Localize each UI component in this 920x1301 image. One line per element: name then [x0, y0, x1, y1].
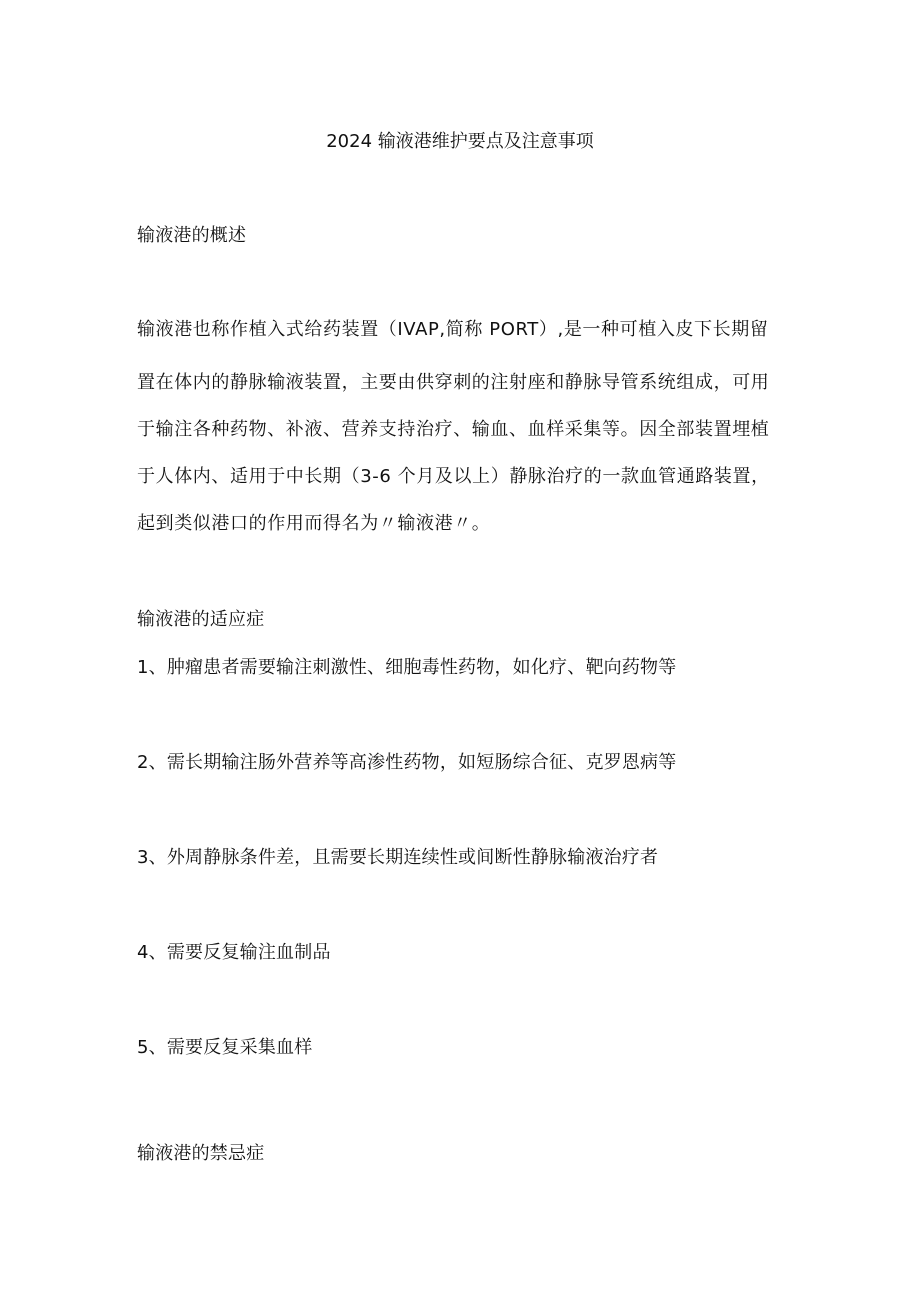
- indication-item: 3、外周静脉条件差，且需要长期连续性或间断性静脉输液治疗者: [137, 847, 659, 868]
- indication-item: 5、需要反复采集血样: [137, 1037, 313, 1058]
- indication-item: 1、肿瘤患者需要输注刺激性、细胞毒性药物，如化疗、靶向药物等: [137, 657, 677, 678]
- section-heading-contraindications: 输液港的禁忌症: [137, 1143, 265, 1164]
- document-title: 2024 输液港维护要点及注意事项: [326, 131, 594, 152]
- indication-item: 2、需长期输注肠外营养等高渗性药物，如短肠综合征、克罗恩病等: [137, 752, 677, 773]
- indication-item: 4、需要反复输注血制品: [137, 942, 331, 963]
- overview-paragraph-line: 输液港也称作植入式给药装置（IVAP,简称 PORT）,是一种可植入皮下长期留: [137, 319, 769, 340]
- overview-paragraph-line: 于输注各种药物、补液、营养支持治疗、输血、血样采集等。因全部装置埋植: [137, 419, 770, 440]
- section-heading-overview: 输液港的概述: [137, 225, 247, 246]
- overview-paragraph-line: 起到类似港口的作用而得名为〃输液港〃。: [137, 513, 491, 534]
- overview-paragraph-line: 置在体内的静脉输液装置，主要由供穿刺的注射座和静脉导管系统组成，可用: [137, 372, 770, 393]
- overview-paragraph-line: 于人体内、适用于中长期（3-6 个月及以上）静脉治疗的一款血管通路装置，: [137, 466, 770, 487]
- section-heading-indications: 输液港的适应症: [137, 609, 265, 630]
